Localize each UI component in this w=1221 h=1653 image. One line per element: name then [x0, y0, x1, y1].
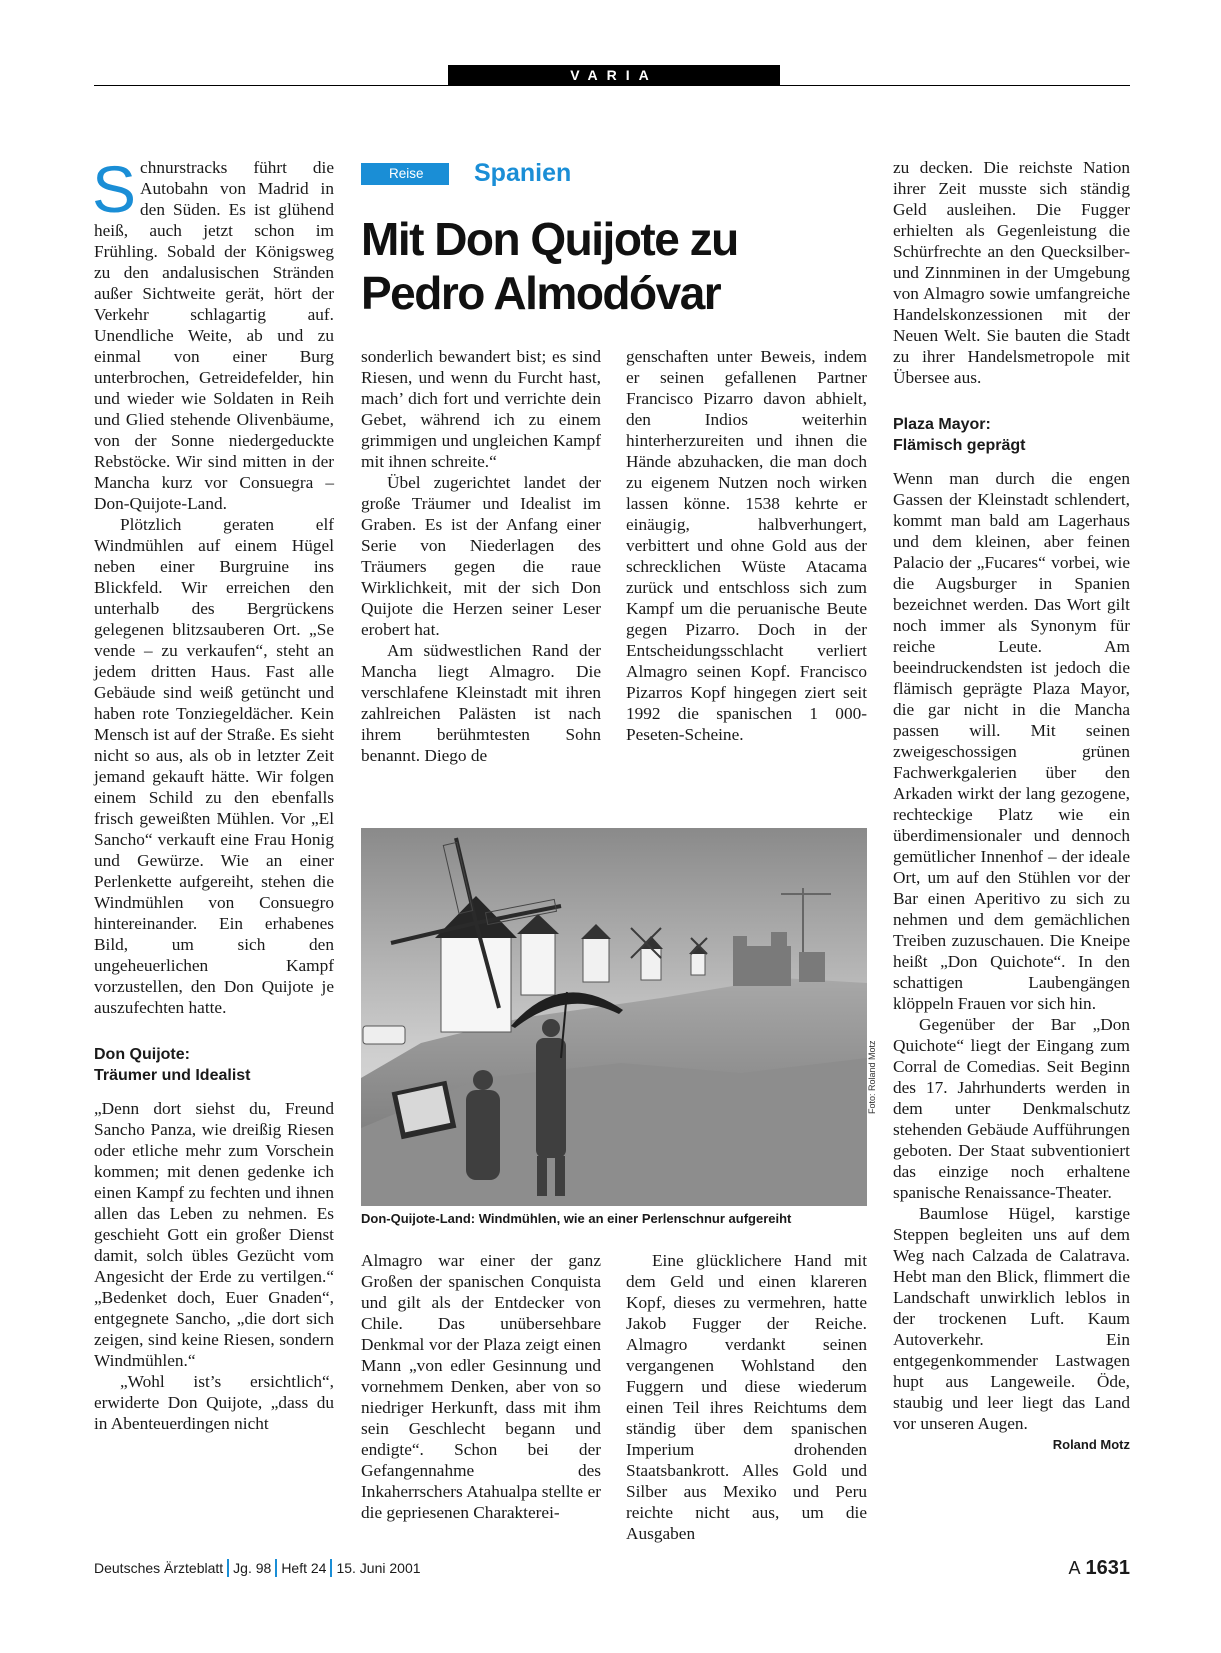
intro-paragraph [92, 152, 334, 514]
header-rule [94, 85, 1130, 86]
rubric-tag: Reise [361, 163, 449, 185]
page-number-value: 1631 [1085, 1557, 1130, 1579]
paragraph: Gegenüber der Bar „Don Quichote“ liegt der Eingang zum Corral de Comedias. Seit Beginn des 17. Jahrhunderts werden in dem unter Denkmalschutz stehenden Gebäude Aufführungen geboten. Der Staat subventioniert das einzige noch erhaltene spanische Renaissance-Theater. [893, 1015, 1130, 1202]
page-number [1068, 1558, 1130, 1578]
subheading-don-quijote [94, 1044, 334, 1086]
article-headline [361, 212, 831, 320]
journal-issue: Heft 24 [281, 1560, 327, 1576]
topic-label: Spanien [474, 159, 572, 187]
paragraph: Wenn man durch die engen Gassen der Kleinstadt schlendert, kommt man bald am Lagerhaus und dem kleinen, aber feinen Palacio der „Fucares“ vorbei, wie die Augsburger in Spanien bezeichnet werden. Das Wort gilt noch immer als Synonym für reiche Leute. Am beeindruckendsten ist jedoch die flämisch geprägte Plaza Mayor, die gar nicht in die Mancha passen will. Mit seinen zweigeschossigen grünen Fachwerkgalerien über den Arkaden wirkt der lang gezogene, rechteckige Platz wie ein überdimensionaler und dennoch gemütlicher Innenhof – der ideale Ort, um auf den Stühlen vor der Bar einen Aperitivo zu sich zu nehmen und dem gemächlichen Treiben zuzuschauen. Die Kneipe heißt „Don Quichote“. In den schattigen Laubengängen klöppeln Frauen vor sich hin. [893, 469, 1130, 1013]
journal-volume: Jg. 98 [233, 1560, 272, 1576]
paragraph-text: Baumlose Hügel, karstige Steppen begleiten uns auf dem Weg nach Calzada de Calatrava. Hebt man den Blick, flimmert die Landschaft unwirklich leblos in der trockenen Luft. Kaum Autoverkehr. Ein entgegenkommender Lastwagen hupt aus Langeweile. Öde, staubig und leer liegt das Land vor unseren Augen. [893, 1204, 1130, 1433]
paragraph [893, 1203, 1130, 1452]
subheading-plaza-mayor [893, 414, 1130, 456]
column-3-bottom [626, 1250, 867, 1544]
paragraph: „Wohl ist’s ersichtlich“, erwiderte Don Quijote, „dass du in Abenteuerdingen nicht [94, 1372, 334, 1433]
paragraph: genschaften unter Beweis, indem er seinen gefallenen Partner Francisco Pizarro davon abhielt, den Indios weiterhin hinterherzureiten und ihnen die Hände abzuhacken, die man doch zu eigenem Nutzen noch wirken lassen könne. 1538 kehrte er einäugig, halbverhungert, verbittert und ohne Gold aus der schrecklichen Wüste Atacama zurück und entschloss sich zum Kampf um die peruanische Beute gegen Pizarro. Doch in der Entscheidungsschlacht verliert Almagro seinen Kopf. Francisco Pizarros Kopf hingegen ziert seit 1992 die spanischen 1 000-Peseten-Scheine. [626, 347, 867, 744]
subheading-line: Träumer und Idealist [94, 1067, 251, 1084]
paragraph: „Denn dort siehst du, Freund Sancho Panza, wie dreißig Riesen oder etliche mehr zum Vorschein kommen; mit denen gedenke ich einen Kampf zu fechten und ihnen allen das Leben zu nehmen. Es geschieht Gott ein großer Dienst damit, solch übles Gezücht vom Angesicht der Erde zu vertilgen.“ „Bedenket doch, Euer Gnaden“, entgegnete Sancho, „die dort sich zeigen, sind keine Riesen, sondern Windmühlen.“ [94, 1099, 334, 1370]
subheading-line: Plaza Mayor: [893, 416, 991, 433]
subheading-line: Don Quijote: [94, 1046, 190, 1063]
page-prefix: A [1068, 1558, 1081, 1578]
paragraph: Am südwestlichen Rand der Mancha liegt Almagro. Die verschlafene Kleinstadt mit ihren zahlreichen Palästen ist nach ihrem berühmtesten Sohn benannt. Diego de [361, 641, 601, 765]
column-2-top [361, 346, 601, 766]
paragraph: Almagro war einer der ganz Großen der spanischen Conquista und gilt als der Entdecker von Chile. Das unübersehbare Denkmal vor der Plaza zeigt einen Mann „von edler Gesinnung und vornehmem Denken, aber von so niedriger Herkunft, dass mit ihm sein Geschlecht begann und endigte“. Schon bei der Gefangennahme des Inkaherrschers Atahualpa stellte er die gepriesenen Charakterei- [361, 1251, 601, 1522]
drop-cap: S [92, 152, 137, 226]
issue-date: 15. Juni 2001 [336, 1560, 421, 1576]
headline-line: Pedro Almodóvar [361, 267, 721, 319]
paragraph: Übel zugerichtet landet der große Träumer und Idealist im Graben. Es ist der Anfang einer Serie von Niederlagen des Träumers gegen die raue Wirklichkeit, mit der sich Don Quijote die Herzen seiner Leser erobert hat. [361, 473, 601, 639]
journal-name: Deutsches Ärzteblatt [94, 1560, 224, 1576]
windmill-photo [361, 828, 867, 1206]
author-signature: Roland Motz [1052, 1437, 1130, 1452]
separator [227, 1559, 229, 1577]
footer-citation [94, 1558, 421, 1578]
headline-line: Mit Don Quijote zu [361, 213, 738, 265]
paragraph: zu decken. Die reichste Nation ihrer Zeit musste sich ständig Geld ausleihen. Die Fugger erhielten als Gegenleistung die Schürfrechte an den Quecksilber- und Zinnminen in der Umgebung von Almagro sowie umfangreiche Handelskonzessionen mit der Neuen Welt. Sie bauten die Stadt zu ihrer Handelsmetropole mit Übersee aus. [893, 158, 1130, 387]
photo-credit: Foto: Roland Motz [867, 1040, 877, 1114]
separator [330, 1559, 332, 1577]
paragraph-text: chnurstracks führt die Autobahn von Madrid in den Süden. Es ist glühend heiß, auch jetzt schon im Frühling. Sobald der Königsweg zu den andalusischen Stränden außer Sichtweite gerät, hört der Verkehr schlagartig auf. Unendliche Weite, ab und zu einmal von einer Burg unterbrochen, Getreidefelder, hin und wieder wie Soldaten in Reih und Glied stehende Olivenbäume, von der Sonne niedergeduckte Rebstöcke. Wir sind mitten in der Mancha kurz vor Consuegra – Don-Quijote-Land. [94, 158, 334, 513]
paragraph: sonderlich bewandert bist; es sind Riesen, und wenn du Furcht hast, mach’ dich fort und verrichte dein Gebet, während ich zu einem grimmigen und ungleichen Kampf mit ihnen schreite.“ [361, 347, 601, 471]
photo-caption: Don-Quijote-Land: Windmühlen, wie an einer Perlenschnur aufgereiht [361, 1211, 792, 1226]
column-2-bottom [361, 1250, 601, 1523]
section-label: VARIA [448, 65, 780, 85]
column-3-top [626, 346, 867, 745]
separator [275, 1559, 277, 1577]
windmill-illustration [361, 828, 867, 1206]
subheading-line: Flämisch geprägt [893, 437, 1026, 454]
paragraph: Eine glücklichere Hand mit dem Geld und einen klareren Kopf, dieses zu vermehren, hatte Jakob Fugger der Reiche. Almagro verdankt seinen vergangenen Wohlstand den Fuggern und diese wiederum einen Teil ihres Reichtums dem ständig über dem spanischen Imperium drohenden Staatsbankrott. Alles Gold und Silber aus Mexiko und Peru reichte nicht aus, um die Ausgaben [626, 1251, 867, 1543]
column-1 [92, 152, 334, 1434]
column-4 [893, 157, 1130, 1455]
paragraph: Plötzlich geraten elf Windmühlen auf einem Hügel neben einer Burgruine ins Blickfeld. Wir erreichen den unterhalb des Bergrückens gelegenen blitzsauberen Ort. „Se vende – zu verkaufen“, steht an jedem dritten Haus. Fast alle Gebäude sind weiß getüncht und haben rote Tonziegeldächer. Kein Mensch ist auf der Straße. Es sieht nicht so aus, als ob in letzter Zeit jemand gekauft hätte. Wir folgen einem Schild zu den ebenfalls frisch geweißten Mühlen. Vor „El Sancho“ verkauft eine Frau Honig und Gewürze. Wie an einer Perlenkette aufgereiht, stehen die Windmühlen von Consuegro hintereinander. Ein erhabenes Bild, um sich den ungeheuerlichen Kampf vorzustellen, den Don Quijote je auszufechten hatte. [94, 515, 334, 1017]
